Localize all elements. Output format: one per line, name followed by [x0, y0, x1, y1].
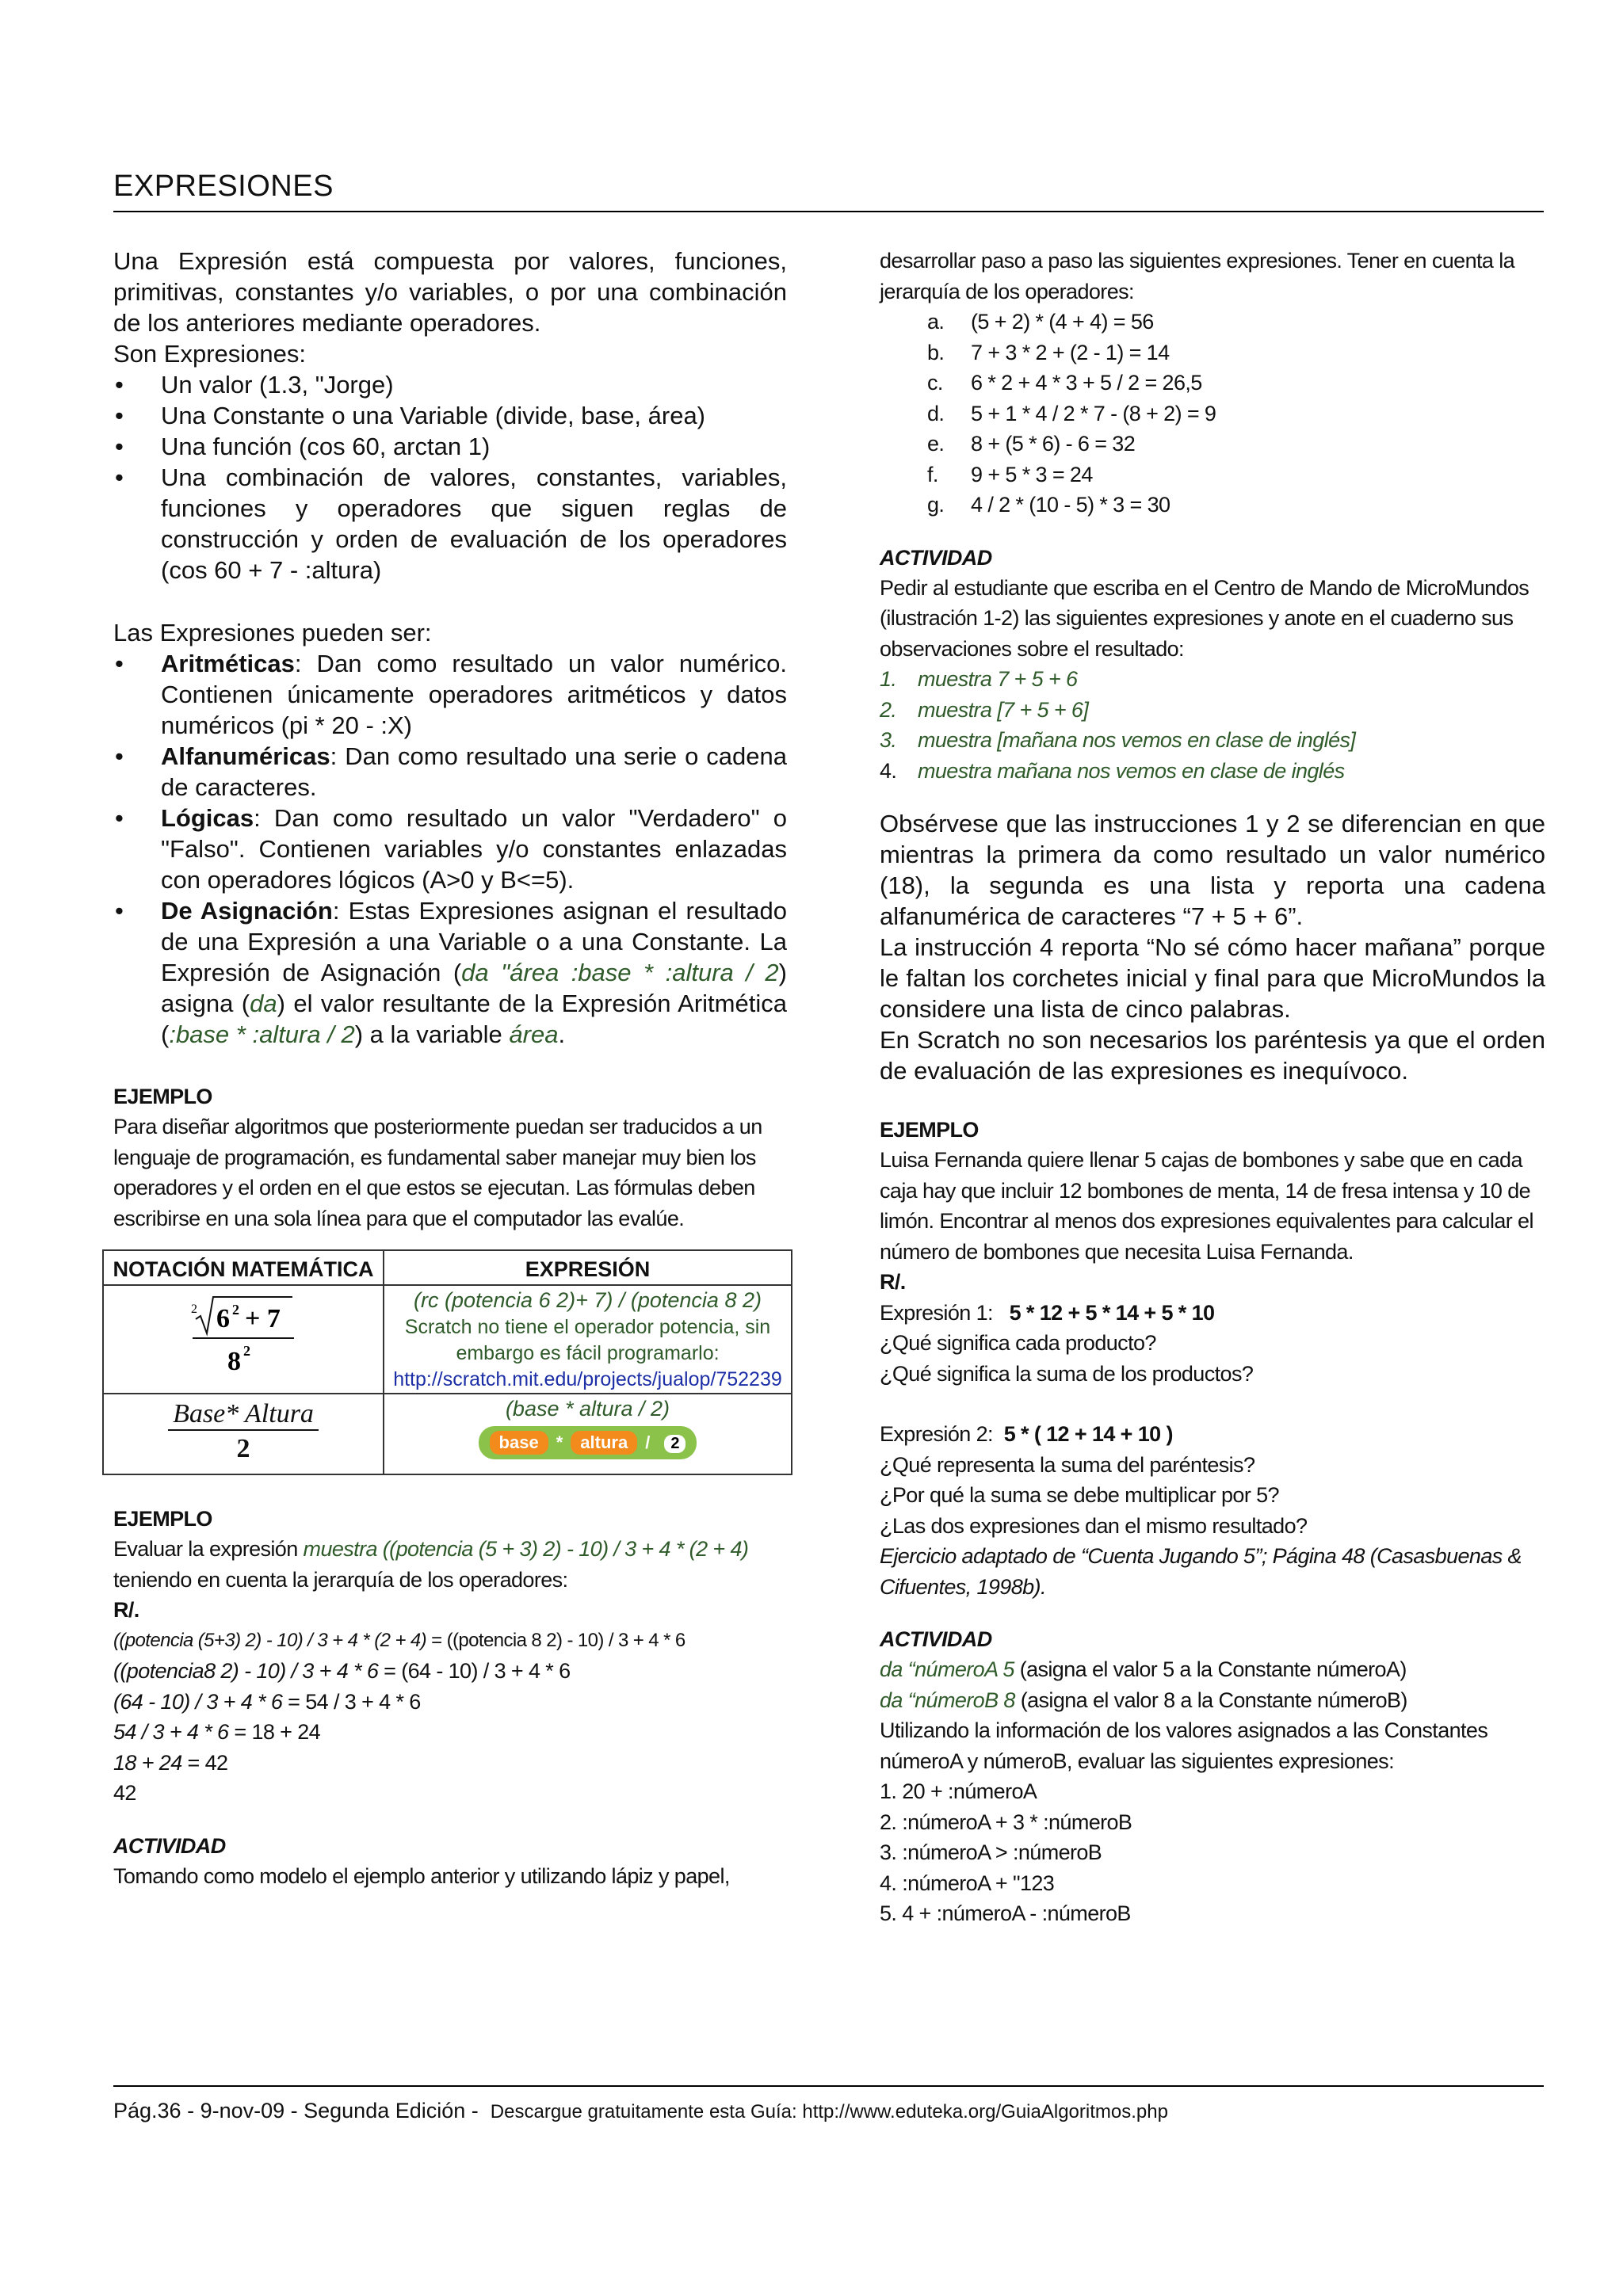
scratch-slot-altura: altura	[571, 1431, 637, 1455]
activity-text: Pedir al estudiante que escriba en el Centro de Mando de MicroMundos (ilustración 1-2) las siguientes expresiones y anote en el cuaderno sus observaciones sobre el resultado:	[880, 575, 1529, 661]
section-heading: ACTIVIDAD	[113, 1833, 226, 1858]
list-item: 2. muestra [7 + 5 + 6]	[880, 697, 1089, 722]
notation-table	[102, 1249, 792, 1475]
list-item: g. 4 / 2 * (10 - 5) * 3 = 30	[927, 493, 1170, 517]
expression-text: (rc (potencia 6 2)+ 7) / (potencia 8 2)	[414, 1288, 762, 1312]
scratch-project-link[interactable]: http://scratch.mit.edu/projects/jualop/752239	[393, 1368, 782, 1390]
question: ¿Qué significa la suma de los productos?	[880, 1361, 1254, 1386]
step-line: 54 / 3 + 4 * 6 = 18 + 24	[113, 1720, 321, 1744]
svg-text:2: 2	[232, 1302, 239, 1318]
list-item: 3. :númeroA > :númeroB	[880, 1840, 1102, 1864]
example-text: Para diseñar algoritmos que posteriormente puedan ser traducidos a un lenguaje de programación, es fundamental saber manejar muy bien los operadores y el orden en el que estos se ejecutan. Las fórmulas deben escribirse en una sola línea para que el computador las evalúe.	[113, 1115, 762, 1230]
section-heading: ACTIVIDAD	[880, 1627, 992, 1651]
list-item: b. 7 + 3 * 2 + (2 - 1) = 14	[927, 340, 1170, 364]
continuation-text: desarrollar paso a paso las siguientes expresiones. Tener en cuenta la jerarquía de los operadores:	[880, 249, 1515, 303]
list-item: 1. muestra 7 + 5 + 6	[880, 667, 1078, 691]
list-item: 5. 4 + :númeroA - :númeroB	[880, 1901, 1131, 1925]
svg-text:2: 2	[243, 1343, 250, 1359]
type-desc: : Dan como resultado un valor numérico. Contienen únicamente operadores aritméticos y datos numéricos (pi * 20 - :X)	[161, 650, 787, 739]
example-text: Evaluar la expresión muestra ((potencia (5 + 3) 2) - 10) / 3 + 4 * (2 + 4) teniendo en cuenta la jerarquía de los operadores:	[113, 1537, 749, 1592]
math-formula-1	[103, 1285, 384, 1394]
footer-download-link[interactable]: Descargue gratuitamente esta Guía: http://www.eduteka.org/GuiaAlgoritmos.php	[490, 2101, 1168, 2122]
page-footer	[113, 2099, 1168, 2123]
list-item: 4. :númeroA + "123	[880, 1871, 1055, 1895]
formula-image	[188, 1292, 299, 1379]
scratch-slot-base: base	[490, 1431, 548, 1455]
step-line: 18 + 24 = 42	[113, 1750, 228, 1775]
types-list	[113, 648, 787, 1050]
type-desc: : Dan como resultado un valor "Verdadero" o "Falso". Contienen variables y/o constantes enlazadas con operadores lógicos (A>0 y B<=5).	[161, 804, 787, 894]
list-item: 2. :númeroA + 3 * :númeroB	[880, 1810, 1132, 1834]
observation-paragraph: Obsérvese que las instrucciones 1 y 2 se diferencian en que mientras la primera da como resultado un valor numérico (18), la segunda es una lista y reporta una cadena alfanumérica de caracteres “7 + 5 + 6”.	[880, 810, 1545, 930]
svg-text:2: 2	[191, 1302, 197, 1316]
list-item: 1. 20 + :númeroA	[880, 1779, 1037, 1803]
micromundos-list	[880, 664, 1545, 786]
list-item: e. 8 + (5 * 6) - 6 = 32	[927, 432, 1136, 456]
list-item: • Una combinación de valores, constantes, variables, funciones y operadores que siguen reglas de construcción y orden de evaluación de los operadores (cos 60 + 7 - :altura)	[113, 462, 787, 585]
footer-divider	[113, 2085, 1544, 2087]
activity-text: Tomando como modelo el ejemplo anterior y utilizando lápiz y papel,	[113, 1863, 730, 1888]
list-item: • Una función (cos 60, arctan 1)	[113, 431, 787, 462]
formula-denominator: 2	[236, 1434, 250, 1463]
svg-text:+ 7: + 7	[245, 1304, 281, 1333]
type-term: Alfanuméricas	[161, 742, 330, 770]
list-item: 3. muestra [mañana nos vemos en clase de inglés]	[880, 728, 1356, 752]
list-item	[113, 741, 787, 803]
section-heading: ACTIVIDAD	[880, 545, 992, 570]
expressions-list	[113, 369, 787, 585]
list-item	[113, 648, 787, 741]
scratch-number: 2	[664, 1435, 685, 1453]
question: ¿Por qué la suma se debe multiplicar por 5?	[880, 1483, 1279, 1507]
expression-text: (base * altura / 2)	[505, 1397, 670, 1421]
svg-text:6: 6	[216, 1304, 230, 1333]
question: ¿Qué significa cada producto?	[880, 1331, 1156, 1355]
question: ¿Las dos expresiones dan el mismo resultado?	[880, 1513, 1308, 1538]
page-title: EXPRESIONES	[113, 170, 334, 203]
list-item: d. 5 + 1 * 4 / 2 * 7 - (8 + 2) = 9	[927, 401, 1216, 425]
step-line: 42	[113, 1781, 136, 1805]
example-2	[113, 1504, 787, 1891]
type-term: Lógicas	[161, 804, 254, 832]
expressions-to-develop	[880, 307, 1545, 521]
type-term: De Asignación	[161, 897, 333, 925]
expression-note: Scratch no tiene el operador potencia, sin embargo es fácil programarlo:	[404, 1316, 771, 1364]
section-heading: EJEMPLO	[113, 1085, 212, 1108]
math-formula-2	[103, 1394, 384, 1474]
type-desc: : Dan como resultado una serie o cadena de caracteres.	[161, 742, 787, 801]
list-item: a. (5 + 2) * (4 + 4) = 56	[927, 310, 1154, 334]
svg-text:8: 8	[227, 1347, 241, 1376]
assignment-line: da “númeroB 8 (asigna el valor 8 a la Constante númeroB)	[880, 1688, 1407, 1712]
list-item: c. 6 * 2 + 4 * 3 + 5 / 2 = 26,5	[927, 371, 1202, 395]
example-1	[113, 1081, 787, 1234]
intro-paragraph: Una Expresión está compuesta por valores, funciones, primitivas, constantes y/o variables, o por una combinación de los anteriores mediante operadores.	[113, 247, 787, 337]
table-header-notation: NOTACIÓN MATEMÁTICA	[103, 1250, 384, 1285]
step-line: ((potencia8 2) - 10) / 3 + 4 * 6 = (64 - 10) / 3 + 4 * 6	[113, 1659, 571, 1683]
right-column	[880, 246, 1545, 1929]
header-divider	[113, 211, 1544, 212]
step-line: ((potencia (5+3) 2) - 10) / 3 + 4 * (2 + 4) = ((potencia 8 2) - 10) / 3 + 4 * 6	[113, 1629, 685, 1651]
table-row	[103, 1394, 792, 1474]
step-line: (64 - 10) / 3 + 4 * 6 = 54 / 3 + 4 * 6	[113, 1689, 421, 1714]
expression-cell-1	[384, 1285, 792, 1394]
answer-label: R/.	[113, 1598, 139, 1622]
formula-numerator: Base* Altura	[168, 1399, 319, 1431]
answer-label: R/.	[880, 1270, 906, 1294]
list-item	[113, 803, 787, 895]
intro-section	[113, 246, 787, 369]
types-lead: Las Expresiones pueden ser:	[113, 619, 432, 646]
citation: Ejercicio adaptado de “Cuenta Jugando 5”; Página 48 (Casasbuenas & Cifuentes, 1998b).	[880, 1544, 1522, 1599]
section-heading: EJEMPLO	[880, 1118, 979, 1142]
left-column	[113, 246, 787, 1891]
type-term: Aritméticas	[161, 650, 295, 677]
activity-continuation	[880, 246, 1545, 786]
table-row	[103, 1285, 792, 1394]
list-item: 4. muestra mañana nos vemos en clase de inglés	[880, 758, 1345, 783]
table-header-expression: EXPRESIÓN	[384, 1250, 792, 1285]
footer-page-info: Pág.36 - 9-nov-09 - Segunda Edición -	[113, 2099, 479, 2122]
observation-section	[880, 808, 1545, 1086]
example-text: Luisa Fernanda quiere llenar 5 cajas de bombones y sabe que en cada caja hay que incluir 12 bombones de menta, 14 de fresa intensa y 10 de limón. Encontrar al menos dos expresiones equivalentes para calcular el número de bombones que necesita Luisa Fernanda.	[880, 1148, 1533, 1264]
expression-2: Expresión 2: 5 * ( 12 + 14 + 10 )	[880, 1422, 1173, 1446]
section-heading: EJEMPLO	[113, 1507, 212, 1531]
list-item: • De Asignación: Estas Expresiones asignan el resultado de una Expresión a una Variable o a una Constante. La Expresión de Asignación (da "área :base * :altura / 2) asigna (da) el valor resultante de la Expresión Aritmética (:base * :altura / 2) a la variable área.	[113, 895, 787, 1050]
expression-cell-2	[384, 1394, 792, 1474]
observation-paragraph: En Scratch no son necesarios los paréntesis ya que el orden de evaluación de las expresiones es inequívoco.	[880, 1026, 1545, 1085]
observation-paragraph: La instrucción 4 reporta “No sé cómo hacer mañana” porque le faltan los corchetes inicial y final para que MicroMundos la considere una lista de cinco palabras.	[880, 933, 1545, 1023]
assignment-line: da “númeroA 5 (asigna el valor 5 a la Constante númeroA)	[880, 1657, 1407, 1681]
list-item: f. 9 + 5 * 3 = 24	[927, 462, 1093, 486]
table-header-row	[103, 1250, 792, 1285]
question: ¿Qué representa la suma del paréntesis?	[880, 1452, 1255, 1477]
list-item: • Una Constante o una Variable (divide, base, área)	[113, 400, 787, 431]
scratch-block: base * altura / 2	[479, 1426, 697, 1459]
example-bombones	[880, 1115, 1545, 1929]
expression-1: Expresión 1: 5 * 12 + 5 * 14 + 5 * 10	[880, 1300, 1215, 1325]
list-item: • Un valor (1.3, "Jorge)	[113, 369, 787, 400]
expressions-lead: Son Expresiones:	[113, 340, 306, 368]
activity-text: Utilizando la información de los valores asignados a las Constantes númeroA y númeroB, evaluar las siguientes expresiones:	[880, 1718, 1488, 1773]
